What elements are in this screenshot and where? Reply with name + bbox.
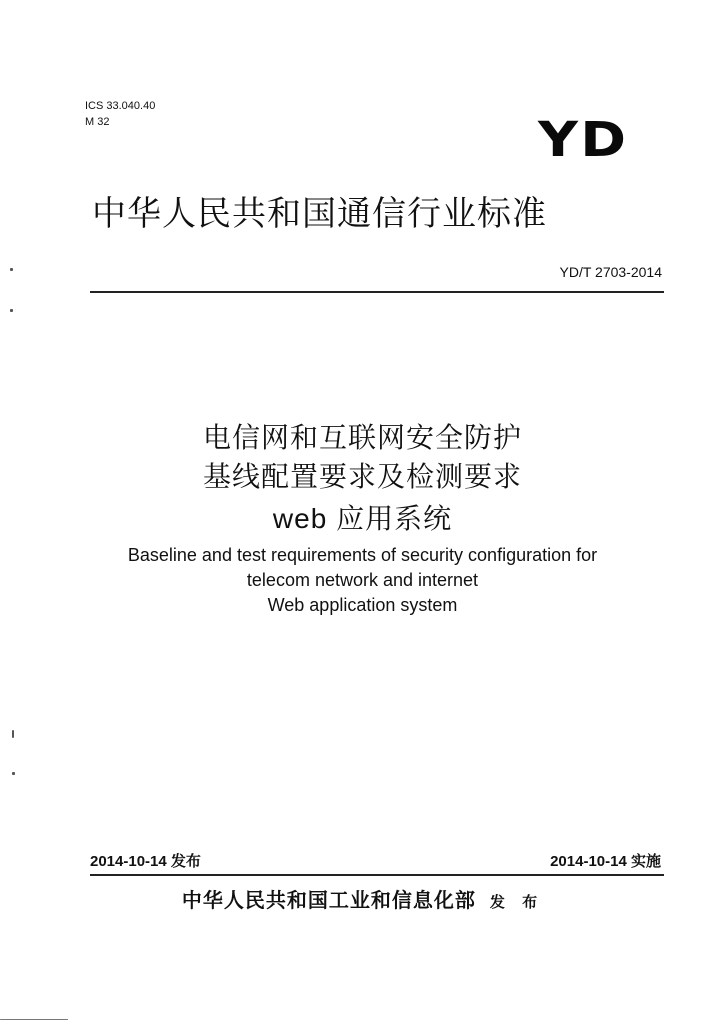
title-en-line-1: Baseline and test requirements of security configuration for [127,545,598,565]
title-en-line-3: Web application system [267,595,458,615]
title-cn-line-1: 电信网和互联网安全防护 [202,421,522,454]
issuer-line [0,884,725,913]
scan-speck [10,309,13,312]
implement-date: 2014-10-14 实施 [550,853,661,870]
title-cn-line-2: 基线配置要求及检测要求 [202,460,522,493]
scan-edge-line [0,1019,68,1020]
standard-name: 中华人民共和国通信行业标准 [92,194,547,234]
issuer-action: 发 布 [489,893,544,911]
classification-codes [85,98,155,130]
header-divider [90,291,664,293]
scan-speck [12,730,14,738]
standard-number: YD/T 2703-2014 [559,264,662,280]
issuer-name: 中华人民共和国工业和信息化部 [181,888,476,912]
scan-speck [12,772,15,775]
yd-logo: YD [538,112,629,168]
scan-speck [10,268,13,271]
footer-divider [90,874,664,876]
publish-date: 2014-10-14 发布 [90,853,201,870]
ccs-code: M 32 [85,116,110,128]
title-en-line-2: telecom network and internet [246,570,479,590]
title-cn-line-3: web 应用系统 [272,503,453,534]
ics-code: ICS 33.040.40 [85,100,156,112]
